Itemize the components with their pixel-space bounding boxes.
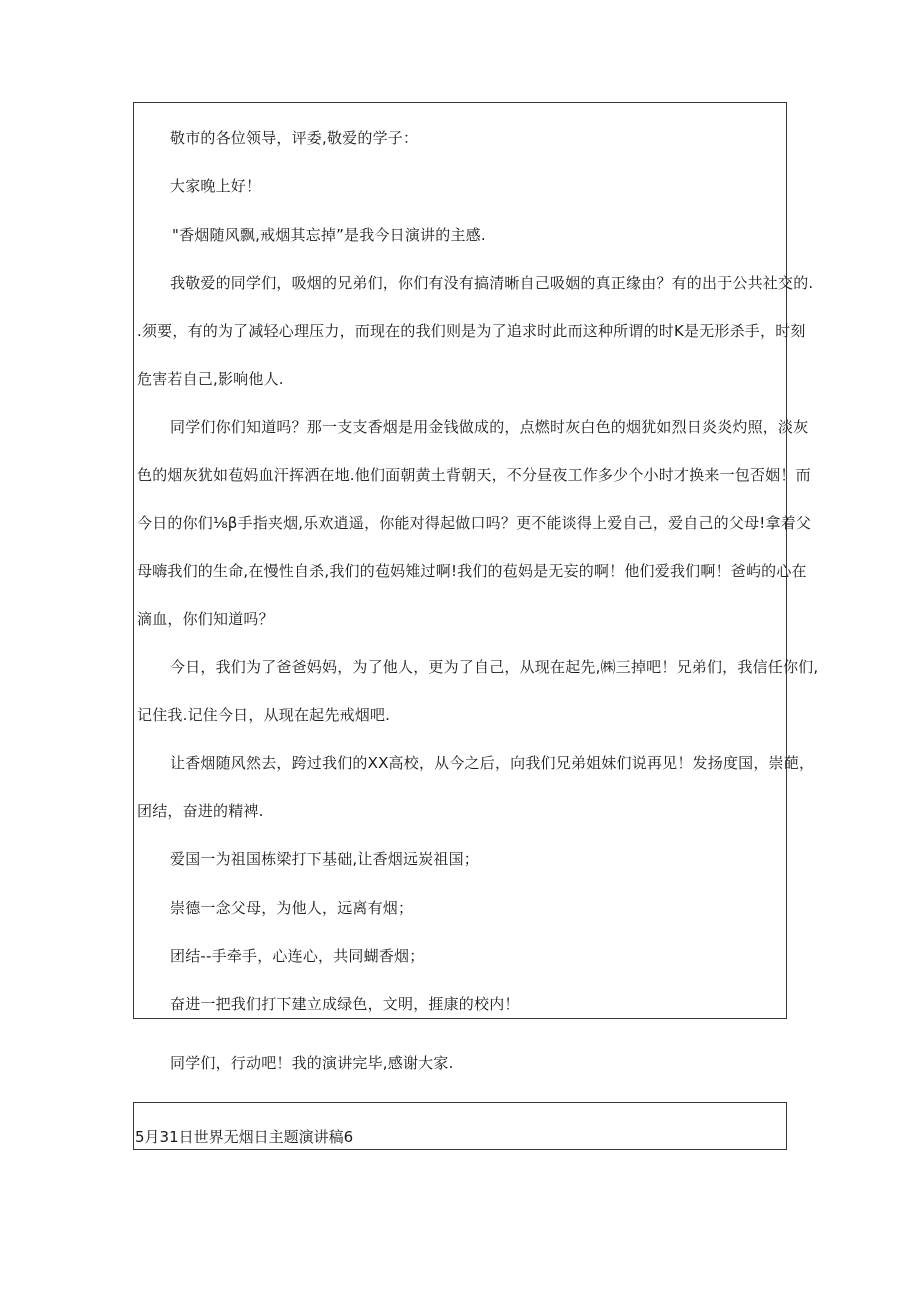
paragraph-2-line-3: 今日的你们⅛β手指夹烟,乐欢逍遥，你能对得起做口吗？更不能谈得上爱自己，爱自己的父母!拿着父	[137, 514, 812, 532]
paragraph-2-line-5: 滴血，你们知道吗？	[137, 610, 274, 628]
closing-line: 同学们，行动吧！我的演讲完毕,感谢大家.	[170, 1054, 454, 1072]
paragraph-3-line-1: 今日，我们为了爸爸妈妈，为了他人，更为了自己，从现在起先,㈱三掉吧！兄弟们，我信任你们,	[170, 658, 819, 676]
paragraph-1-line-1: 我敬爱的同学们，吸烟的兄弟们，你们有没有搞清晰自己吸姻的真正缘由？有的出于公共社交的.	[170, 274, 814, 292]
paragraph-1-line-3: 危害若自己,影响他人.	[137, 370, 284, 388]
paragraph-2-line-4: 母嗨我们的生命,在慢性自杀,我们的苞妈雉过啊!我们的苞妈是无妄的啊！他们爱我们啊！爸屿的心在	[137, 562, 807, 580]
slogan-patriotism: 爱国一为祖国栋梁打下基础,让香烟远炭祖国；	[170, 850, 479, 868]
paragraph-1-line-2: .须要，有的为了减轻心理压力，而现在的我们则是为了追求时此而这种所谓的时K是无形杀手，时刻	[137, 322, 806, 340]
speech-theme: "香烟随风飘,戒烟其忘掉”是我今日演讲的主感.	[172, 226, 486, 244]
paragraph-2-line-1: 同学们你们知道吗？那一支支香烟是用金钱做成的，点燃时灰白色的烟犹如烈日炎炎灼照，淡灰	[170, 418, 809, 436]
paragraph-3-line-2: 记住我.记住今日，从现在起先戒烟吧.	[137, 706, 391, 724]
slogan-progress: 奋进一把我们打下建立成绿色，文明，捱康的校内！	[170, 995, 520, 1013]
paragraph-4-line-2: 团结，奋进的精裨.	[137, 802, 264, 820]
paragraph-4-line-1: 让香烟随风然去，跨过我们的XX高校，从今之后，向我们兄弟姐妹们说再见！发扬度国，崇葩，	[170, 754, 815, 772]
paragraph-2-line-2: 色的烟灰犹如苞妈血汗挥洒在地.他们面朝黄土背朝天，不分昼夜工作多少个小时才换来一包否姻！而	[137, 466, 811, 484]
slogan-unity: 团结--手牵手，心连心，共同蝴香烟；	[170, 947, 425, 965]
slogan-virtue: 崇德一念父母，为他人，远离有烟；	[170, 899, 414, 917]
greeting: 大家晚上好！	[170, 177, 262, 195]
salutation: 敬市的各位领导，评委,敬爱的学子：	[170, 129, 419, 147]
next-speech-title: 5月31日世界无烟日主题演讲稿6	[135, 1128, 354, 1146]
